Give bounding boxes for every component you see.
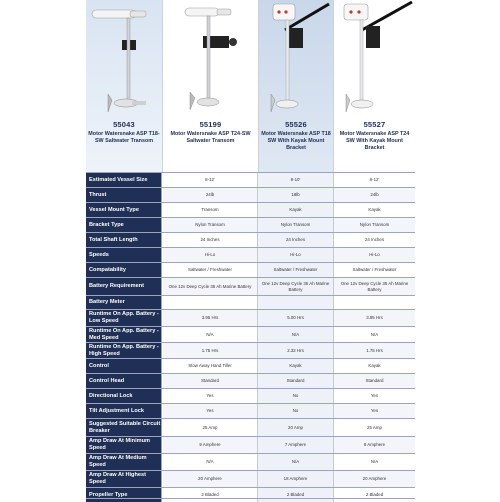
spec-label: Total Shaft Length xyxy=(86,233,162,247)
spec-value: Nylon Transom xyxy=(163,218,258,232)
spec-value: 8-12' xyxy=(334,173,415,187)
spec-value: N/A xyxy=(334,327,415,342)
product-name: Motor Watersnake ASP T24 SW With Kayak Mount Bracket xyxy=(339,131,410,151)
spec-label: Thrust xyxy=(86,188,162,202)
spec-value: 24 Inches xyxy=(258,233,334,247)
spec-label: Control Head xyxy=(86,374,162,388)
spec-value: No xyxy=(258,389,334,403)
spec-value: Kayak xyxy=(334,203,415,217)
spec-row xyxy=(86,436,415,453)
spec-row xyxy=(86,418,415,436)
spec-label: Runtime On App. Battery - Med Speed xyxy=(86,327,162,342)
spec-value: Yes xyxy=(163,389,258,403)
spec-value: 24lb xyxy=(334,188,415,202)
spec-label: Suggested Suitable Circuit Breaker xyxy=(86,419,162,436)
spec-row xyxy=(86,358,415,373)
trolling-motor-image xyxy=(334,0,415,120)
product-column-2 xyxy=(163,0,259,172)
spec-value: 9 Amphere xyxy=(163,437,258,453)
spec-label: Tilt Adjustment Lock xyxy=(86,404,162,418)
spec-value: Yes xyxy=(334,404,415,418)
spec-label: Propeller Type xyxy=(86,488,162,502)
spec-label: Runtime On App. Battery - Low Speed xyxy=(86,310,162,326)
spec-label: Estimated Vessel Size xyxy=(86,173,162,187)
spec-value: 3.95 Hrs xyxy=(334,310,415,326)
spec-value xyxy=(163,296,258,309)
spec-row xyxy=(86,232,415,247)
spec-row xyxy=(86,247,415,262)
spec-value: Kayak xyxy=(258,203,334,217)
product-sku: 55043 xyxy=(113,120,135,129)
spec-value: Saltwater / Freshwater xyxy=(258,263,334,277)
spec-value: 7 Amphere xyxy=(258,437,334,453)
spec-row xyxy=(86,403,415,418)
spec-row xyxy=(86,217,415,232)
spec-row xyxy=(86,342,415,358)
spec-value: Saltwater / Freshwater xyxy=(334,263,415,277)
spec-row xyxy=(86,172,415,187)
spec-label: Runtime On App. Battery - High Speed xyxy=(86,343,162,358)
spec-value: 3.95 Hrs xyxy=(163,310,258,326)
spec-value: 24 Inches xyxy=(163,233,258,247)
spec-value: 20 Amphere xyxy=(163,471,258,487)
spec-row xyxy=(86,373,415,388)
trolling-motor-image xyxy=(259,0,333,120)
spec-row xyxy=(86,202,415,217)
spec-value: Hi-Lo xyxy=(258,248,334,262)
spec-row xyxy=(86,326,415,342)
spec-label: Battery Requirement xyxy=(86,278,162,295)
spec-row xyxy=(86,277,415,295)
spec-value: N/A xyxy=(163,327,258,342)
product-column-1 xyxy=(86,0,163,172)
spec-row xyxy=(86,262,415,277)
spec-label: Amp Draw At Highest Speed xyxy=(86,471,162,487)
spec-value: 8-12' xyxy=(163,173,258,187)
product-name: Motor Watersnake ASP T24-SW Saltwater Transom xyxy=(170,131,251,144)
product-sku: 55526 xyxy=(285,120,307,129)
comparison-sheet xyxy=(86,0,415,500)
spec-value: Kayak xyxy=(334,359,415,373)
spec-table xyxy=(86,172,415,502)
spec-value xyxy=(334,296,415,309)
spec-value: 24 Inches xyxy=(334,233,415,247)
spec-value: One 12v Deep Cycle 35 Ah Marine Battery xyxy=(163,278,258,295)
spec-value: N/A xyxy=(258,327,334,342)
spec-value: 24lb xyxy=(163,188,258,202)
spec-label: Amp Draw At Medium Speed xyxy=(86,454,162,470)
spec-value: Transom xyxy=(163,203,258,217)
spec-value: 8-10' xyxy=(258,173,334,187)
spec-value: 20 Amphere xyxy=(334,471,415,487)
spec-label: Speeds xyxy=(86,248,162,262)
spec-value: 2 Bladed xyxy=(334,488,415,502)
spec-value: No xyxy=(258,404,334,418)
spec-value: 25 Amp xyxy=(334,419,415,436)
spec-value: 9 Amphere xyxy=(334,437,415,453)
spec-value: 18lb xyxy=(258,188,334,202)
spec-value: 20 Amp xyxy=(258,419,334,436)
spec-label: Control xyxy=(86,359,162,373)
spec-label: Directional Lock xyxy=(86,389,162,403)
spec-value: 2 Bladed xyxy=(163,488,258,502)
spec-value: Yes xyxy=(334,389,415,403)
spec-value: 25 Amp xyxy=(163,419,258,436)
spec-value: 5.00 Hrs xyxy=(258,310,334,326)
spec-row xyxy=(86,187,415,202)
spec-value: 1.75 Hrs xyxy=(334,343,415,358)
product-sku: 55199 xyxy=(199,120,222,129)
product-sku: 55527 xyxy=(363,120,386,129)
spec-value: Kayak xyxy=(258,359,334,373)
spec-value: Standard xyxy=(163,374,258,388)
spec-value: Standard xyxy=(334,374,415,388)
spec-row xyxy=(86,309,415,326)
spec-value: Nylon Transom xyxy=(334,218,415,232)
spec-label: Compatability xyxy=(86,263,162,277)
spec-value: 1.75 Hrs xyxy=(163,343,258,358)
trolling-motor-image xyxy=(163,0,258,120)
spec-value: Nylon Transom xyxy=(258,218,334,232)
product-column-4 xyxy=(334,0,415,172)
spec-value: 2.32 Hrs xyxy=(258,343,334,358)
spec-value: 2 Bladed xyxy=(258,488,334,502)
spec-label: Vessel Mount Type xyxy=(86,203,162,217)
spec-value: N/A xyxy=(334,454,415,470)
product-name: Motor Watersnake ASP T18-SW Saltwater Transom xyxy=(88,131,160,144)
spec-value: N/A xyxy=(258,454,334,470)
spec-label: Bracket Type xyxy=(86,218,162,232)
spec-label: Battery Meter xyxy=(86,296,162,309)
spec-value: One 12v Deep Cycle 35 Ah Marine Battery xyxy=(334,278,415,295)
spec-value xyxy=(258,296,334,309)
product-header xyxy=(86,0,415,172)
spec-value: Stow Away Hand Tiller xyxy=(163,359,258,373)
spec-value: Hi-Lo xyxy=(163,248,258,262)
spec-value: Standard xyxy=(258,374,334,388)
table-bottom-border xyxy=(86,498,415,499)
spec-value: Hi-Lo xyxy=(334,248,415,262)
spec-row xyxy=(86,295,415,309)
product-name: Motor Watersnake ASP T18 SW With Kayak Mount Bracket xyxy=(261,131,331,151)
trolling-motor-image xyxy=(86,0,162,120)
spec-row xyxy=(86,388,415,403)
spec-value: Yes xyxy=(163,404,258,418)
product-column-3 xyxy=(259,0,334,172)
spec-value: Saltwater / Freshwater xyxy=(163,263,258,277)
spec-value: 18 Amphere xyxy=(258,471,334,487)
spec-row xyxy=(86,470,415,487)
spec-value: One 12v Deep Cycle 35 Ah Marine Battery xyxy=(258,278,334,295)
spec-row xyxy=(86,453,415,470)
spec-value: N/A xyxy=(163,454,258,470)
spec-label: Amp Draw At Minimum Speed xyxy=(86,437,162,453)
